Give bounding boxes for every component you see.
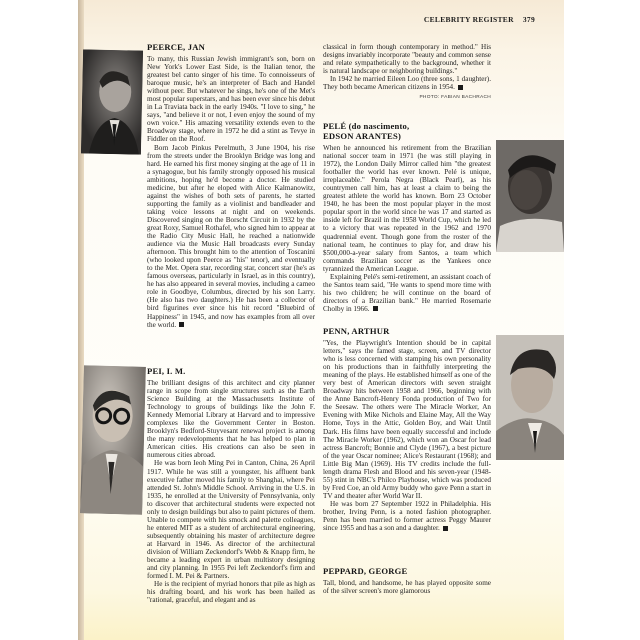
- photo-pele: [496, 140, 564, 252]
- entry-paragraph: classical in form though contemporary in method." His designs invariably incorporate "beauty and common sense and relate sympathetically to the background, whether it is natural landscape or neighboring buildings.": [323, 43, 491, 76]
- entry-peerce: [147, 42, 315, 329]
- running-head-title: CELEBRITY REGISTER: [423, 15, 514, 24]
- entry-name-line1: PELÉ (do nascimento,: [323, 121, 410, 131]
- entry-name: PENN, ARTHUR: [323, 326, 390, 336]
- entry-paragraph: In 1942 he married Eileen Loo (three sons, 1 daughter). They both became American citizens in 1954.: [323, 75, 491, 92]
- photo-credit: PHOTO: FABIAN BACHRACH: [419, 95, 491, 101]
- entry-paragraph: The brilliant designs of this architect and city planner range in scope from single structures such as the Earth Science Building at the Massachusetts Institute of Technology to groups of buildings like the John F. Kennedy Memorial Library at Harvard and to impressive complexes like the Government Center in Boston. Brooklyn's Bedford-Stuyvesant renewal project is among the many redevelopments that he has helped to plan in American cities. His creations can also be seen in numerous cities abroad.: [147, 379, 315, 460]
- entry-paragraph: He is the recipient of myriad honors that pile as high as his drafting board, and his work has been hailed as "rational, graceful, and elegant and as: [147, 580, 315, 605]
- entry-paragraph: "Yes, the Playwright's Intention should be in capital letters," says the famed stage, screen, and TV director who is less concerned with stamping his own personality on his productions than in faithfully interpreting the meaning of the plays. He established himself as one of the very best of American directors with seven straight Broadway hits between 1958 and 1966, beginning with the Anne Bancroft-Henry Fonda production of Two for the Seesaw. The others were The Miracle Worker, An Evening with Mike Nichols and Elaine May, All the Way Home, Toys in the Attic, Golden Boy, and Wait Until Dark. His films have been equally successful and include The Miracle Worker (1962), which won an Oscar for lead actress Bancroft; Bonnie and Clyde (1967), a best picture of the year Oscar nominee; Alice's Restaurant (1968); and Little Big Man (1969). His TV credits include the full-length drama Flesh and Blood and his seven-year (1948-55) stint in NBC's Philco Playhouse, which was produced by Fred Coe, an old Army buddy who gave Penn a start in TV and theater after World War II.: [323, 339, 491, 500]
- entry-peppard: [323, 566, 491, 595]
- entry-paragraph: Explaining Pelé's semi-retirement, an assistant coach of the Santos team said, "He wants to spend more time with his two children; he will continue on the board of directors of a Brazilian bank." He married Rosemarie Cholby in 1966.: [323, 272, 491, 313]
- running-head: [424, 15, 535, 24]
- entry-paragraph: Born Jacob Pinkus Perelmuth, 3 June 1904, his rise from the streets under the Brooklyn Bridge was long and hard. He earned his first money singing at the age of 11 in a synagogue, but his family strongly opposed his musical ambitions, hoping he'd become a doctor. He studied medicine, but after he eloped with Alice Kalmanowitz, against the wishes of both sets of parents, he started supporting the family as a violinist and bandleader and taking voice lessons at night and on weekends. Discovered singing on the Borscht Circuit in 1932 by the great Roxy, Samuel Rothafel, who signed him to appear at the Radio City Music Hall, he reached a nationwide audience via the Music Hall broadcasts every Sunday afternoon. This brought him to the attention of Toscanini (who looked upon Peerce as "his" tenor), and eventually to the Met. Opera star, recording star, concert star (he's as famous overseas, particularly in Israel, as in this country), he has also appeared in several movies, including a cameo role in Goodbye, Columbus, directed by his son Larry. (He also has two daughters.) He has been a collector of bird figurines ever since his hit record "Bluebird of Happiness" in 1945, and now has examples from all over the world.: [147, 143, 315, 329]
- photo-pei: [80, 365, 146, 515]
- portrait-man-icon: [81, 49, 143, 154]
- entry-name: PEPPARD, GEORGE: [323, 566, 408, 576]
- entry-paragraph: To many, this Russian Jewish immigrant's son, born on New York's Lower East Side, is the Italian tenor, the greatest bel canto singer of his time. To connoisseurs of baroque music, he's an interpreter of Bach and Handel without peer. But whatever he sings, he's one of the Met's most popular superstars, and has been ever since his debut in La Traviata back in the early 1940s. "I love to sing," he says, "and believe it or not, I even enjoy the sound of my own voice." His amazing versatility extends even to the Broadway stage, where in 1972 he did a stint as Tevye in Fiddler on the Roof.: [147, 55, 315, 144]
- entry-pei-continued: [323, 43, 491, 102]
- portrait-man-icon: [496, 140, 564, 252]
- entry-penn: [323, 326, 491, 532]
- entry-paragraph: Tall, blond, and handsome, he has played opposite some of the silver screen's more glamorous: [323, 579, 491, 596]
- entry-name: PEI, I. M.: [147, 366, 186, 376]
- entry-pei: [147, 366, 315, 604]
- portrait-man-glasses-icon: [80, 365, 146, 515]
- end-of-entry-mark: [458, 85, 463, 90]
- end-of-entry-mark: [179, 322, 184, 327]
- entry-paragraph: When he announced his retirement from the Brazilian national soccer team in 1971 (he was still playing in 1972), the London Daily Mirror called him "the greatest footballer the world has ever known. Pelé is unique, irreplaceable." Perola Negra (Black Pearl), as his countrymen call him, has at least a claim to being the greatest athlete the world has known. Born 23 October 1940, he has been the most popular player in the most popular sport in the world since he was 17 and started as inside left for Brazil in the 1958 World Cup, which he led to a victory that was repeated in the 1962 and 1970 quadrennial event. Though gone from the roster of the national team, he continues to play for, and draw his $500,000-a-year salary from Santos, a team which commands Brazilian soccer as the Yankees once tyrannized the American League.: [323, 144, 491, 273]
- photo-peerce: [81, 49, 143, 154]
- end-of-entry-mark: [443, 526, 448, 531]
- page-number: 379: [522, 15, 535, 24]
- end-of-entry-mark: [373, 306, 378, 311]
- entry-paragraph: He was born 27 September 1922 in Philadelphia. His brother, Irving Penn, is a noted fashion photographer. Penn has been married to former actress Peggy Maurer since 1955 and has a son and a daughter.: [323, 499, 491, 533]
- entry-name-line2: EDSON ARANTES): [323, 131, 402, 141]
- photo-penn: [496, 335, 564, 460]
- entry-paragraph: He was born Ieoh Ming Pei in Canton, China, 26 April 1917. While he was still a youngster, his affluent bank executive father moved his family to Shanghai, where Pei attended St. John's Middle School. Arriving in the U.S. in 1935, he enrolled at the University of Pennsylvania, only to discover that architectural students were expected not only to design buildings but also to paint pictures of them. Unable to compete with his smock and palette colleagues, he entered MIT as a student of architectural engineering, subsequently obtaining his master of architecture degree at Harvard in 1946. As director of the architectural division of William Zeckendorf's Webb & Knapp firm, he became a leading expert in urban multistory designing and city planning. In 1955 Pei left Zeckendorf's firm and formed I. M. Pei & Partners.: [147, 459, 315, 581]
- entry-pele: [323, 121, 491, 313]
- entry-name: PEERCE, JAN: [147, 42, 206, 52]
- portrait-man-icon: [496, 335, 564, 460]
